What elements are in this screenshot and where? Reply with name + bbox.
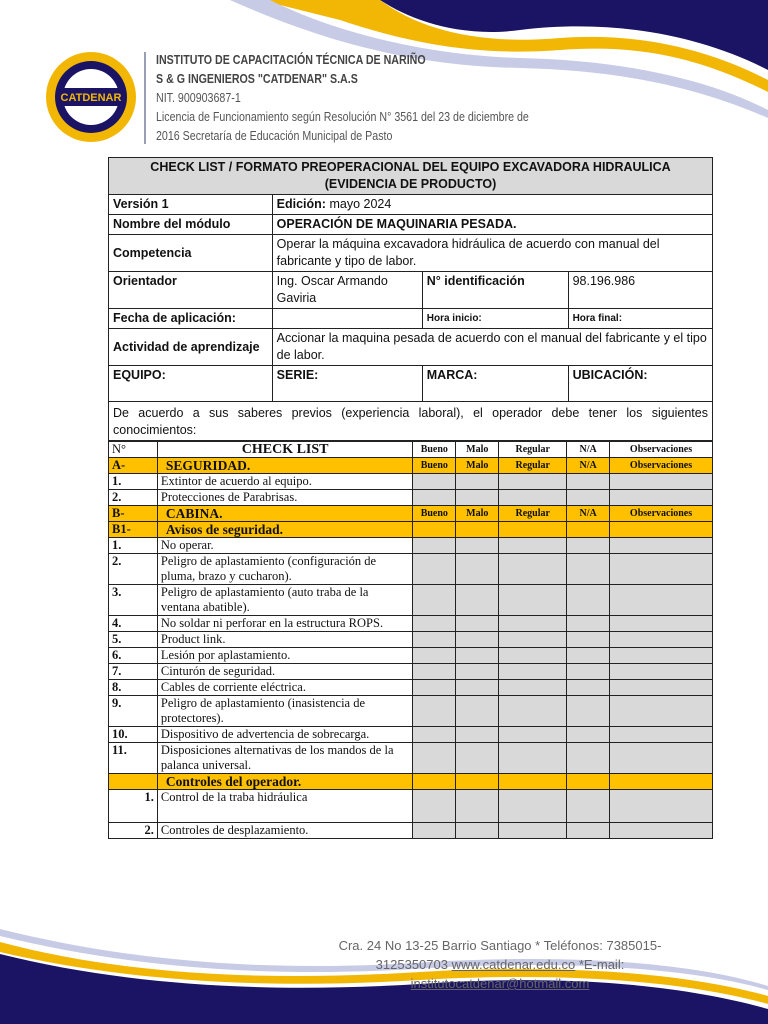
item-text: Peligro de aplastamiento (configuración de pluma, brazo y cucharon). [157,554,412,585]
section-name: Avisos de seguridad. [157,522,412,538]
bueno-cell[interactable] [413,823,456,839]
license-line-1: Licencia de Funcionamiento según Resolución N° 3561 del 23 de diciembre de [156,109,529,124]
section-code: B- [109,506,158,522]
regular-cell[interactable] [499,616,567,632]
email-link[interactable]: institutocatdenar@hotmail.com [410,976,590,991]
section-col-regular: Regular [499,506,567,522]
observaciones-cell[interactable] [610,823,713,839]
company-name: S & G INGENIEROS "CATDENAR" S.A.S [156,71,358,86]
table-row [109,790,713,823]
observaciones-cell[interactable] [610,743,713,774]
malo-cell[interactable] [456,696,499,727]
table-row [109,648,713,664]
col-checklist: CHECK LIST [157,442,412,458]
na-cell[interactable] [567,664,610,680]
na-cell[interactable] [567,474,610,490]
item-number: 1. [109,538,158,554]
competence-label: Competencia [109,235,273,272]
section-col-na: N/A [567,506,610,522]
na-cell[interactable] [567,823,610,839]
section-code: B1- [109,522,158,538]
col-regular: Regular [499,442,567,458]
na-cell[interactable] [567,696,610,727]
end-time-label: Hora final: [568,309,712,329]
table-row [109,585,713,616]
na-cell[interactable] [567,585,610,616]
regular-cell[interactable] [499,632,567,648]
date-label: Fecha de aplicación: [109,309,273,329]
regular-cell[interactable] [499,554,567,585]
section-name: SEGURIDAD. [157,458,412,474]
na-cell[interactable] [567,743,610,774]
section-col-regular: Regular [499,458,567,474]
item-text: Controles de desplazamiento. [157,823,412,839]
institution-name: INSTITUTO DE CAPACITACIÓN TÉCNICA DE NARIÑO [156,52,426,67]
bueno-cell[interactable] [413,648,456,664]
table-row [109,823,713,839]
bueno-cell[interactable] [413,696,456,727]
subsection-row [109,774,713,790]
table-row [109,538,713,554]
edition-label: Edición: [276,197,326,211]
regular-cell[interactable] [499,648,567,664]
guide-value: Ing. Oscar Armando Gaviria [272,272,422,309]
institution-header [40,50,740,150]
col-observaciones: Observaciones [610,442,713,458]
section-col-observaciones: Observaciones [610,506,713,522]
na-cell[interactable] [567,538,610,554]
na-cell[interactable] [567,790,610,823]
item-text: Peligro de aplastamiento (auto traba de la ventana abatible). [157,585,412,616]
table-row [109,680,713,696]
observaciones-cell[interactable] [610,490,713,506]
bueno-cell[interactable] [413,664,456,680]
item-number: 2. [109,554,158,585]
regular-cell[interactable] [499,538,567,554]
malo-cell[interactable] [456,554,499,585]
na-cell[interactable] [567,632,610,648]
item-text: Peligro de aplastamiento (inasistencia de protectores). [157,696,412,727]
item-number: 5. [109,632,158,648]
table-row [109,664,713,680]
regular-cell[interactable] [499,680,567,696]
section-code: A- [109,458,158,474]
item-number: 1. [109,790,158,823]
section-col-bueno: Bueno [413,458,456,474]
date-value[interactable] [272,309,422,329]
serial-label: SERIE: [272,366,422,402]
malo-cell[interactable] [456,616,499,632]
item-number: 4. [109,616,158,632]
malo-cell[interactable] [456,680,499,696]
regular-cell[interactable] [499,790,567,823]
start-time-label: Hora inicio: [422,309,568,329]
section-row [109,506,713,522]
table-row [109,616,713,632]
intro-text: De acuerdo a sus saberes previos (experiencia laboral), el operador debe tener los siguientes conocimientos: [109,402,713,441]
form-info-table [108,157,713,441]
competence-value: Operar la máquina excavadora hidráulica de acuerdo con manual del fabricante y tipo de labor. [272,235,712,272]
table-row [109,490,713,506]
catdenar-logo [44,50,138,144]
section-col-malo: Malo [456,458,499,474]
item-text: Lesión por aplastamiento. [157,648,412,664]
bueno-cell[interactable] [413,680,456,696]
item-text: Dispositivo de advertencia de sobrecarga. [157,727,412,743]
regular-cell[interactable] [499,743,567,774]
col-malo: Malo [456,442,499,458]
regular-cell[interactable] [499,823,567,839]
observaciones-cell[interactable] [610,790,713,823]
regular-cell[interactable] [499,474,567,490]
section-col-malo: Malo [456,506,499,522]
table-row [109,696,713,727]
table-row [109,474,713,490]
website-link[interactable]: www.catdenar.edu.co [451,957,576,972]
malo-cell[interactable] [456,538,499,554]
regular-cell[interactable] [499,727,567,743]
header-divider [144,52,146,144]
malo-cell[interactable] [456,727,499,743]
module-value: OPERACIÓN DE MAQUINARIA PESADA. [272,215,712,235]
checklist-table [108,441,713,839]
table-row [109,727,713,743]
malo-cell[interactable] [456,585,499,616]
malo-cell[interactable] [456,632,499,648]
observaciones-cell[interactable] [610,585,713,616]
na-cell[interactable] [567,616,610,632]
section-col-bueno: Bueno [413,506,456,522]
activity-value: Accionar la maquina pesada de acuerdo con el manual del fabricante y el tipo de labor. [272,329,712,366]
na-cell[interactable] [567,680,610,696]
id-label: N° identificación [422,272,568,309]
item-text: No operar. [157,538,412,554]
module-label: Nombre del módulo [109,215,273,235]
logo-text: CATDENAR [60,92,122,104]
observaciones-cell[interactable] [610,696,713,727]
guide-label: Orientador [109,272,273,309]
col-no: N° [109,442,158,458]
item-text: No soldar ni perforar en la estructura ROPS. [157,616,412,632]
observaciones-cell[interactable] [610,664,713,680]
malo-cell[interactable] [456,490,499,506]
bueno-cell[interactable] [413,474,456,490]
item-number: 6. [109,648,158,664]
item-number: 1. [109,474,158,490]
observaciones-cell[interactable] [610,727,713,743]
na-cell[interactable] [567,554,610,585]
table-row [109,632,713,648]
item-number: 11. [109,743,158,774]
malo-cell[interactable] [456,823,499,839]
malo-cell[interactable] [456,648,499,664]
observaciones-cell[interactable] [610,474,713,490]
bueno-cell[interactable] [413,490,456,506]
contact-footer [330,936,670,993]
address-line: Cra. 24 No 13-25 Barrio Santiago * Teléfonos: 7385015- [338,938,662,953]
col-bueno: Bueno [413,442,456,458]
na-cell[interactable] [567,490,610,506]
item-number: 10. [109,727,158,743]
license-line-2: 2016 Secretaría de Educación Municipal de Pasto [156,128,393,143]
edition-cell [272,195,712,215]
item-text: Extintor de acuerdo al equipo. [157,474,412,490]
item-number: 8. [109,680,158,696]
section-name: CABINA. [157,506,412,522]
malo-cell[interactable] [456,743,499,774]
regular-cell[interactable] [499,664,567,680]
edition-value: mayo 2024 [329,197,392,211]
form-title: CHECK LIST / FORMATO PREOPERACIONAL DEL EQUIPO EXCAVADORA HIDRAULICA (EVIDENCIA DE PRODUCTO) [109,158,713,195]
section-col-na: N/A [567,458,610,474]
item-text: Disposiciones alternativas de los mandos de la palanca universal. [157,743,412,774]
col-na: N/A [567,442,610,458]
observaciones-cell[interactable] [610,648,713,664]
bueno-cell[interactable] [413,554,456,585]
bueno-cell[interactable] [413,790,456,823]
brand-label: MARCA: [422,366,568,402]
activity-label: Actividad de aprendizaje [109,329,273,366]
item-text: Protecciones de Parabrisas. [157,490,412,506]
item-text: Cables de corriente eléctrica. [157,680,412,696]
section-row [109,458,713,474]
item-number: 9. [109,696,158,727]
bueno-cell[interactable] [413,538,456,554]
observaciones-cell[interactable] [610,538,713,554]
item-number: 2. [109,823,158,839]
malo-cell[interactable] [456,664,499,680]
section-name: Controles del operador. [157,774,412,790]
bueno-cell[interactable] [413,632,456,648]
subsection-row [109,522,713,538]
malo-cell[interactable] [456,474,499,490]
observaciones-cell[interactable] [610,680,713,696]
item-number: 7. [109,664,158,680]
regular-cell[interactable] [499,585,567,616]
observaciones-cell[interactable] [610,632,713,648]
na-cell[interactable] [567,648,610,664]
id-value: 98.196.986 [568,272,712,309]
nit: NIT. 900903687-1 [156,90,241,105]
bueno-cell[interactable] [413,743,456,774]
regular-cell[interactable] [499,490,567,506]
location-label: UBICACIÓN: [568,366,712,402]
observaciones-cell[interactable] [610,554,713,585]
version: Versión 1 [109,195,273,215]
item-text: Cinturón de seguridad. [157,664,412,680]
na-cell[interactable] [567,727,610,743]
item-text: Control de la traba hidráulica [157,790,412,823]
item-number: 2. [109,490,158,506]
phone: 3125350703 [375,957,448,972]
institution-info [156,50,611,145]
email-label: *E-mail: [578,957,625,972]
table-row [109,554,713,585]
phone-web-line [330,955,670,974]
bueno-cell[interactable] [413,585,456,616]
regular-cell[interactable] [499,696,567,727]
section-col-observaciones: Observaciones [610,458,713,474]
bueno-cell[interactable] [413,616,456,632]
item-text: Product link. [157,632,412,648]
malo-cell[interactable] [456,790,499,823]
bueno-cell[interactable] [413,727,456,743]
observaciones-cell[interactable] [610,616,713,632]
item-number: 3. [109,585,158,616]
table-row [109,743,713,774]
equipment-label: EQUIPO: [109,366,273,402]
